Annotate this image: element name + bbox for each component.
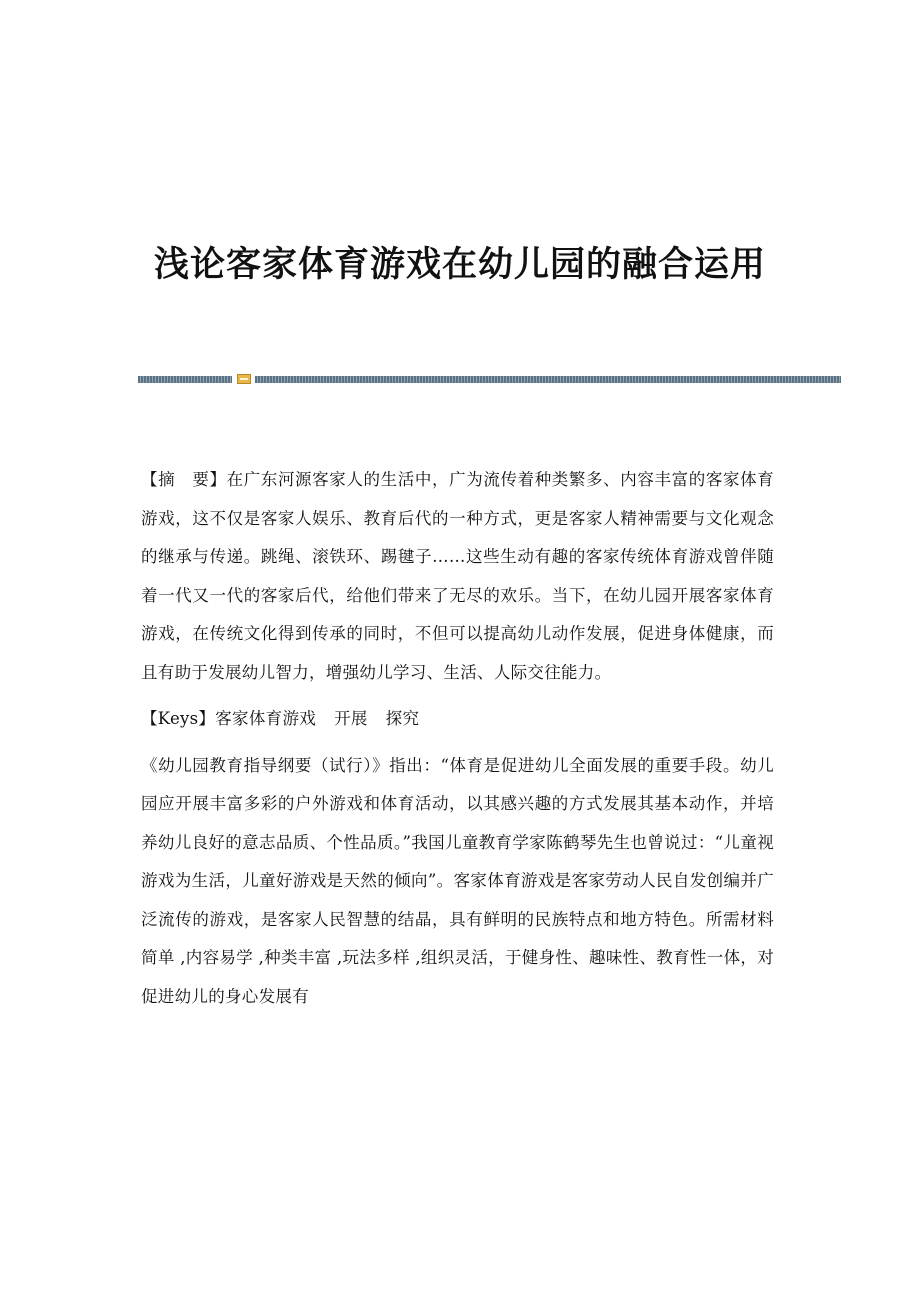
document-title: 浅论客家体育游戏在幼儿园的融合运用 (153, 245, 766, 286)
body-paragraph: 《幼儿园教育指导纲要（试行）》指出：“体育是促进幼儿全面发展的重要手段。幼儿园应开展丰富多彩的户外游戏和体育活动，以其感兴趣的方式发展其基本动作，并培养幼儿良好的意志品质、个性品质。”我国儿童教育学家陈鹤琴先生也曾说过：“儿童视游戏为生活，儿童好游戏是天然的倾向”。客家体育游戏是客家劳动人民自发创编并广泛流传的游戏，是客家人民智慧的结晶，具有鲜明的民族特点和地方特色。所需材料简单 ,内容易学 ,种类丰富 ,玩法多样 ,组织灵活，于健身性、趣味性、教育性一体，对促进幼儿的身心发展有 (141, 755, 774, 1006)
document-body (141, 461, 774, 1024)
divider-ornament-icon (237, 374, 251, 384)
title-divider (138, 374, 841, 384)
abstract-paragraph (141, 461, 774, 692)
keywords-label: 【Keys】 (141, 709, 216, 728)
keyword-item: 探究 (385, 709, 420, 728)
keyword-item: 客家体育游戏 (215, 709, 317, 728)
abstract-label: 【摘 要】 (141, 470, 227, 489)
keyword-item: 开展 (334, 709, 368, 728)
keywords-paragraph (141, 700, 774, 739)
abstract-text: 在广东河源客家人的生活中，广为流传着种类繁多、内容丰富的客家体育游戏，这不仅是客家人娱乐、教育后代的一种方式，更是客家人精神需要与文化观念的继承与传递。跳绳、滚铁环、踢毽子……这些生动有趣的客家传统体育游戏曾伴随着一代又一代的客家后代，给他们带来了无尽的欢乐。当下，在幼儿园开展客家体育游戏，在传统文化得到传承的同时，不但可以提高幼儿动作发展，促进身体健康，而且有助于发展幼儿智力，增强幼儿学习、生活、人际交往能力。 (141, 470, 775, 682)
divider-bar-right (255, 376, 841, 383)
divider-bar-left (138, 376, 232, 383)
